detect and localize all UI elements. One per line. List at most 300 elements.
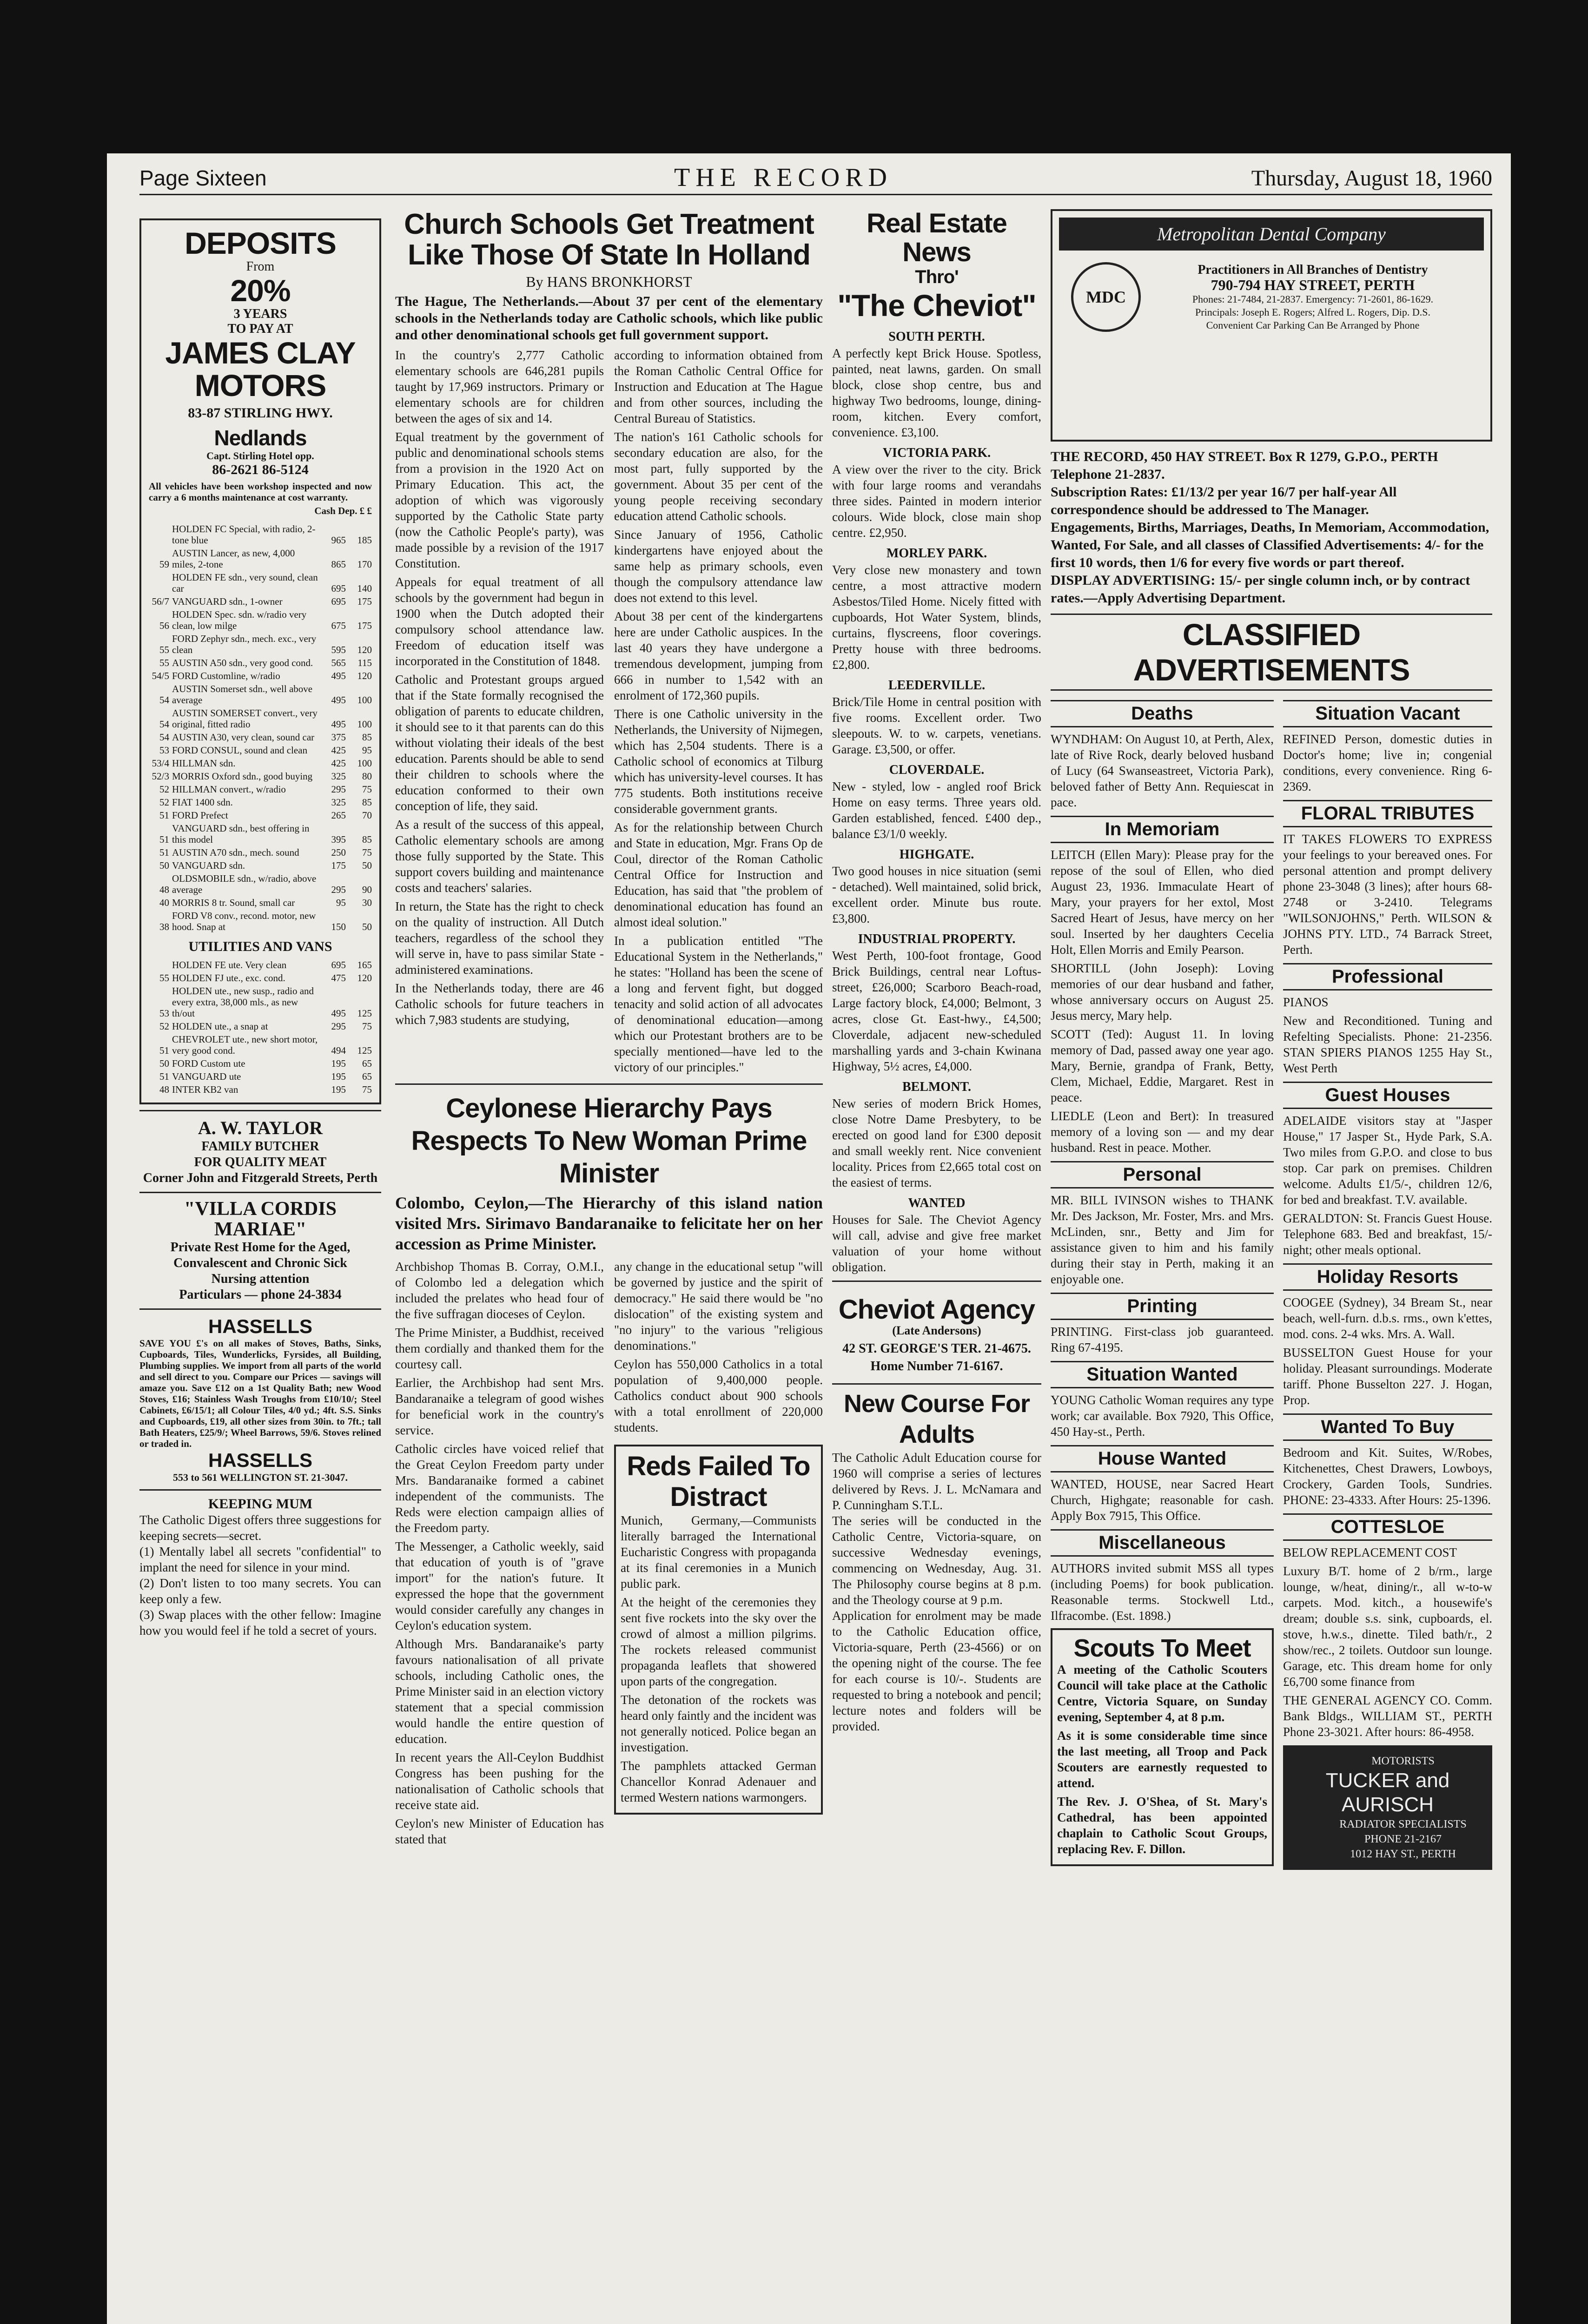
- scouts-headline: Scouts To Meet: [1073, 1634, 1251, 1662]
- dealer-suburb: Nedlands: [214, 426, 307, 450]
- vehicle-price: 494: [331, 1045, 346, 1056]
- vehicle-desc: HOLDEN FC Special, with radio, 2-tone blue: [172, 523, 316, 546]
- vehicle-row: [149, 872, 372, 896]
- dental-line-2: 790-794 HAY STREET, PERTH: [1211, 277, 1415, 293]
- utes-table: [149, 958, 372, 1096]
- real-estate-listing: [832, 678, 1041, 757]
- classified-section-head: Printing: [1051, 1293, 1274, 1320]
- vehicle-deposit: 100: [357, 758, 372, 769]
- vehicle-row: [149, 896, 372, 909]
- vehicle-row: [149, 1033, 372, 1057]
- listing-title: HIGHGATE.: [899, 847, 974, 862]
- real-estate-listing: [832, 1196, 1041, 1275]
- vehicle-desc: FIAT 1400 sdn.: [172, 797, 233, 808]
- vehicle-price: 195: [331, 1058, 346, 1069]
- vehicle-row: [149, 1070, 372, 1083]
- vehicle-year: 52: [159, 1021, 169, 1032]
- vehicle-row: [149, 731, 372, 744]
- ceylon-headline: Ceylonese Hierarchy Pays Respects To New Woman Prime Minister: [411, 1093, 807, 1188]
- vehicle-deposit: 100: [357, 719, 372, 730]
- vehicle-row: [149, 971, 372, 984]
- vehicle-deposit: 185: [357, 535, 372, 546]
- holland-para: according to information obtained from the Roman Catholic Central Office for Instruction and Education at The Hague and from other sources, including the Central Bureau of Statistics.: [614, 348, 823, 425]
- vehicle-year: 51: [159, 834, 169, 845]
- dental-logo: Metropolitan Dental Company: [1059, 218, 1484, 251]
- holland-col-2: [614, 347, 823, 1078]
- vehicle-price: 675: [331, 620, 346, 631]
- vehicle-deposit: 50: [362, 921, 372, 932]
- record-info-subscription: Subscription Rates: £1/13/2 per year 16/7 per half-year All correspondence should be addressed to The Manager.: [1051, 484, 1397, 517]
- ceylon-para: Archbishop Thomas B. Corray, O.M.I., of Colombo led a delegation which included the prelates who head four of the five suffragan dioceses of Ceylon.: [395, 1260, 604, 1321]
- vehicle-year: 53/4: [152, 758, 169, 769]
- vehicle-deposit: 75: [362, 784, 372, 795]
- vehicle-desc: AUSTIN A70 sdn., mech. sound: [172, 847, 299, 858]
- listing-body: New - styled, low - angled roof Brick Home on easy terms. Three years old. Garden established, fenced. £400 dep., balance £3/1/0 weekly.: [832, 779, 1041, 841]
- scouts-para: A meeting of the Catholic Scouters Council will take place at the Catholic Centre, Victoria Square, on Sunday evening, September 4, at 8 p.m.: [1057, 1663, 1267, 1724]
- dealer-opp: Capt. Stirling Hotel opp.: [206, 450, 314, 462]
- classified-item: YOUNG Catholic Woman requires any type work; car available. Box 7920, This Office, 450 Hay-st., Perth.: [1051, 1393, 1274, 1439]
- vehicle-price: 695: [331, 583, 346, 594]
- page-number: Page Sixteen: [139, 166, 267, 190]
- holland-para: In return, the State has the right to check on the quality of instruction. All Dutch teachers, regardless of the school they will serve in, have to pass similar State - administered examinations.: [395, 899, 604, 977]
- vehicle-year: 52: [159, 784, 169, 795]
- vehicle-deposit: 65: [362, 1058, 372, 1069]
- classified-item: PRINTING. First-class job guaranteed. Ring 67-4195.: [1051, 1325, 1274, 1354]
- james-clay-motors-ad: [139, 218, 381, 1104]
- classified-item: BELOW REPLACEMENT COST: [1283, 1545, 1457, 1559]
- vehicle-year: 40: [159, 897, 169, 908]
- classified-item: New and Reconditioned. Tuning and Refelting Specialists. Phone: 21-2356. STAN SPIERS PIANOS 1255 Hay St., West Perth: [1283, 1014, 1492, 1075]
- agency-address: 42 ST. GEORGE'S TER. 21-4675.: [842, 1341, 1031, 1356]
- classified-item: ADELAIDE visitors stay at "Jasper House," 17 Jasper St., Hyde Park, S.A. Two miles from G.P.O. and close to bus stop. Car park on premises. Children welcome. Adults £1/5/-, children 12/6, for bed and breakfast. T.V. available.: [1283, 1114, 1492, 1207]
- vehicle-desc: CHEVROLET ute., new short motor, very good cond.: [172, 1034, 318, 1056]
- vehicle-desc: FORD V8 conv., recond. motor, new hood. Snap at: [172, 910, 316, 932]
- vehicle-year: 53: [159, 1008, 169, 1019]
- column-ads-left: [139, 209, 381, 1638]
- tucker-line-0: MOTORISTS: [1371, 1755, 1435, 1767]
- newspaper-page: [107, 153, 1511, 2324]
- ceylon-lead: Colombo, Ceylon,—The Hierarchy of this island nation visited Mrs. Sirimavo Bandaranaike to felicitate her on her accession as Prime Minister.: [395, 1194, 823, 1253]
- holland-byline: By HANS BRONKHORST: [526, 273, 692, 290]
- vehicle-row: [149, 706, 372, 731]
- vehicle-price: 695: [331, 959, 346, 971]
- keeping-mum-article: [139, 1496, 381, 1638]
- listing-title: VICTORIA PARK.: [882, 446, 991, 460]
- dealer-note: All vehicles have been workshop inspected and now carry a 6 months maintenance at cost warranty.: [149, 481, 372, 503]
- vehicle-price: 425: [331, 745, 346, 756]
- vehicle-desc: AUSTIN A30, very clean, sound car: [172, 732, 315, 743]
- classifieds-right: [1283, 694, 1492, 1870]
- classified-item: LIEDLE (Leon and Bert): In treasured memory of a loving son — and my dear husband. Rest in peace. Mother.: [1051, 1109, 1274, 1155]
- adult-course-article: [832, 1383, 1041, 1734]
- real-estate-listing: [832, 546, 1041, 673]
- holland-para: As a result of the success of this appeal, Catholic elementary schools are among those fully supported by the State. This support covers building and maintenance costs and teachers' salaries.: [395, 818, 604, 895]
- record-info-rates: Engagements, Births, Marriages, Deaths, In Memoriam, Accommodation, Wanted, For Sale, and all classes of Classified Advertisements: 4/- for the first 10 words, then 1/6 for every five words or part thereof.: [1051, 520, 1489, 570]
- vehicle-row: [149, 809, 372, 822]
- ceylon-para: Ceylon has 550,000 Catholics in a total population of 9,400,000 people. Catholics conduct about 900 schools with a total enrollment of 220,000 students.: [614, 1357, 823, 1434]
- reds-para: The pamphlets attacked German Chancellor Konrad Adenauer and termed Western nations warmongers.: [621, 1759, 816, 1804]
- vehicle-deposit: 115: [357, 657, 372, 668]
- vehicle-deposit: 140: [357, 583, 372, 594]
- listing-title: CLOVERDALE.: [889, 763, 985, 777]
- vehicle-deposit: 85: [362, 797, 372, 808]
- vehicle-deposit: 125: [357, 1008, 372, 1019]
- vehicle-year: 51: [159, 1071, 169, 1082]
- classified-item: LEITCH (Ellen Mary): Please pray for the repose of the soul of Ellen, who died August 23, 1936. Immaculate Heart of Mary, your prayers for her extol, Most Sacred Heart of Jesus, have mercy on her soul. Inserted by her daughters Cecelia Holt, Ellen Morris and Emily Pearson.: [1051, 848, 1274, 957]
- agency-name: Cheviot Agency: [838, 1294, 1035, 1325]
- vehicle-row: [149, 796, 372, 809]
- listing-body: New series of modern Brick Homes, close Notre Dame Presbytery, to be erected on good land for £300 deposit and small weekly rent. Nice convenient locality. Prices from £2,665 total cost on the easiest of terms.: [832, 1096, 1041, 1189]
- masthead: THE RECORD: [674, 163, 893, 192]
- vehicle-row: [149, 632, 372, 656]
- vehicle-deposit: 65: [362, 1071, 372, 1082]
- real-estate-listing: [832, 932, 1041, 1074]
- vehicle-year: 48: [159, 1084, 169, 1095]
- vehicle-desc: HOLDEN FJ ute., exc. cond.: [172, 972, 285, 984]
- holland-lead: The Hague, The Netherlands.—About 37 per cent of the elementary schools in the Netherlands today are Catholic schools, which like public and other denominational schools get full government support.: [395, 294, 823, 343]
- holland-article: [395, 209, 823, 1078]
- dealer-address: 83-87 STIRLING HWY.: [188, 405, 333, 421]
- tucker-name: TUCKER and AURISCH: [1325, 1769, 1450, 1816]
- real-estate-cheviot: "The Cheviot": [837, 288, 1036, 323]
- listing-title: BELMONT.: [902, 1080, 972, 1094]
- vehicle-deposit: 50: [362, 860, 372, 871]
- course-para: Application for enrolment may be made to the Catholic Education office, Victoria-square, Perth (23-4566) or on the opening night of the course. The fee for each course is 10/-. Students are requested to bring a notebook and pencil; lecture notes and folders will be provided.: [832, 1609, 1041, 1733]
- vehicle-price: 965: [331, 535, 346, 546]
- tucker-line-3: 1012 HAY ST., PERTH: [1350, 1848, 1456, 1860]
- vehicle-desc: OLDSMOBILE sdn., w/radio, above average: [172, 873, 317, 895]
- dental-emblem-icon: MDC: [1071, 262, 1141, 332]
- vehicle-desc: HILLMAN convert., w/radio: [172, 784, 286, 795]
- vehicle-deposit: 80: [362, 771, 372, 782]
- holland-para: Since January of 1956, Catholic kindergartens have enjoyed about the same help as primary schools, even though the compulsory attendance law does not extend to this level.: [614, 528, 823, 605]
- scouts-article: [1051, 1628, 1274, 1866]
- vehicle-price: 475: [331, 972, 346, 984]
- villa-line-1: Private Rest Home for the Aged, Convalescent and Chronic Sick: [170, 1240, 351, 1270]
- vehicle-row: [149, 571, 372, 595]
- dental-line-3: Phones: 21-7484, 21-2837. Emergency: 71-2601, 86-1629. Principals: Joseph E. Rogers; Alfred L. Rogers, Dip. D.S. Convenient Car Parking Can Be Arranged by Phone: [1192, 293, 1434, 331]
- vehicle-price: 495: [331, 719, 346, 730]
- classified-item: REFINED Person, domestic duties in Doctor's home; live in; congenial conditions, every convenience. Ring 6-2369.: [1283, 732, 1492, 793]
- ceylon-para: The Prime Minister, a Buddhist, received them cordially and thanked them for the courtesy call.: [395, 1326, 604, 1371]
- vehicle-price: 695: [331, 596, 346, 607]
- classified-item: IT TAKES FLOWERS TO EXPRESS your feelings to your bereaved ones. For personal attention and prompt delivery phone 23-3048 (3 lines); after hours 68-2748 or 3-2410. Telegrams "WILSONJOHNS," Perth. WILSON & JOHNS PTY. LTD., 74 Barrack Street, Perth.: [1283, 832, 1492, 957]
- vehicle-desc: FORD CONSUL, sound and clean: [172, 745, 308, 756]
- ceylon-col-1: [395, 1259, 604, 1850]
- holland-para: Catholic and Protestant groups argued that if the State formally recognised the obligation of parents to educate children, it should see to it that parents can do this without violating their ideals of the best education. Parents should be able to send their children to schools where the education conformed to their own conception of life, they said.: [395, 673, 604, 813]
- cars-table: [149, 522, 372, 933]
- vehicle-price: 250: [331, 847, 346, 858]
- holland-para: In the country's 2,777 Catholic elementary schools are 646,281 pupils taught by 17,969 instructors. Primary or elementary schools are for children between the ages of six and 14.: [395, 348, 604, 425]
- hassells-address: 553 to 561 WELLINGTON ST. 21-3047.: [173, 1472, 348, 1483]
- taylor-name: A. W. TAYLOR: [198, 1117, 323, 1138]
- classified-section-head: FLORAL TRIBUTES: [1283, 800, 1492, 827]
- vehicle-desc: AUSTIN Somerset sdn., well above average: [172, 683, 313, 706]
- vehicle-deposit: 70: [362, 810, 372, 821]
- classified-item: PIANOS: [1283, 995, 1329, 1009]
- villa-line-2: Nursing attention: [211, 1272, 310, 1286]
- vehicle-desc: HOLDEN FE ute. Very clean: [172, 959, 287, 971]
- vehicle-year: 38: [159, 921, 169, 932]
- vehicle-price: 395: [331, 834, 346, 845]
- vehicle-deposit: 175: [357, 596, 372, 607]
- vehicle-year: 50: [159, 1058, 169, 1069]
- vehicle-year: 51: [159, 847, 169, 858]
- vehicle-year: 54/5: [152, 670, 169, 681]
- vehicle-year: [149, 522, 172, 547]
- classified-item: GERALDTON: St. Francis Guest House. Telephone 683. Bed and breakfast, 15/- night; other meals optional.: [1283, 1211, 1492, 1257]
- holland-headline: Church Schools Get Treatment Like Those Of State In Holland: [404, 208, 814, 271]
- holland-col-1: [395, 347, 604, 1078]
- course-para: The Catholic Adult Education course for 1960 will comprise a series of lectures delivered by Revs. J. L. McNamara and P. Cunningham S.T.L.: [832, 1451, 1041, 1512]
- deposits-title: DEPOSITS: [185, 226, 336, 260]
- vehicle-row: [149, 1083, 372, 1096]
- classified-section-head: Situation Wanted: [1051, 1361, 1274, 1388]
- deposits-rate: 20%: [230, 273, 291, 308]
- vehicle-deposit: 75: [362, 847, 372, 858]
- vehicle-desc: HOLDEN ute., new susp., radio and every extra, 38,000 mls., as new th/out: [172, 985, 314, 1019]
- vehicle-price: 495: [331, 1008, 346, 1019]
- deposits-from: From: [246, 259, 275, 274]
- classified-item: MR. BILL IVINSON wishes to THANK Mr. Des Jackson, Mr. Foster, Mrs. and Mrs. McLinden, snr., Betty and Jim for assistance given to him and his family during their stay in Perth, making it an enjoyable one.: [1051, 1193, 1274, 1286]
- classified-section-head: Deaths: [1051, 700, 1274, 727]
- vehicle-row: [149, 822, 372, 846]
- vehicle-deposit: 95: [362, 745, 372, 756]
- vehicle-desc: FORD Prefect: [172, 810, 228, 821]
- classified-item: Bedroom and Kit. Suites, W/Robes, Kitchenettes, Chest Drawers, Lowboys, Crockery, Garden Tools, Sundries. PHONE: 23-4333. After Hours: 25-1396.: [1283, 1446, 1492, 1507]
- vehicle-desc: VANGUARD sdn., best offering in this model: [172, 823, 310, 845]
- vehicle-year: 55: [159, 972, 169, 984]
- classified-section-head: Holiday Resorts: [1283, 1263, 1492, 1291]
- vehicle-row: [149, 846, 372, 859]
- vehicle-row: [149, 783, 372, 796]
- vehicle-year: 56/7: [152, 596, 169, 607]
- classified-item: SCOTT (Ted): August 11. In loving memory of Dad, passed away one year ago. Mary, Bernie, grandpa of Frank, Betty, Clem, Michael, Eddie, Margaret. Rest in peace.: [1051, 1027, 1274, 1104]
- course-headline: New Course For Adults: [843, 1390, 1030, 1448]
- listing-body: West Perth, 100-foot frontage, Good Brick Buildings, central near Loftus-street, £26,000; Scarboro Beach-road, Large factory block, £4,000; Belmont, 3 acres, close Gt. East-hwy., £4,500; Cloverdale, adjacent new-scheduled marshalling yards and 3-chain Kwinana Highway, 5½ acres, £4,000.: [832, 949, 1041, 1073]
- issue-date: Thursday, August 18, 1960: [1251, 166, 1492, 191]
- holland-para: Equal treatment by the government of public and denominational schools stems from a provision in the 1920 Act on Primary Education. This act, the adoption of which was vigorously supported by the Catholic State party (now the Catholic People's party), was made possible by a revision of the 1917 Constitution.: [395, 430, 604, 570]
- listing-body: Very close new monastery and town centre, a most attractive modern Asbestos/Tiled Home. Nicely fitted with cupboards, Hot Water System, blinds, curtains, flyscreens, floor coverings. Pretty house with three bedrooms. £2,800.: [832, 563, 1041, 672]
- real-estate-listing: [832, 330, 1041, 440]
- classified-item: WYNDHAM: On August 10, at Perth, Alex, late of Rive Rock, dearly beloved husband of Lucy (64 Swanseastreet, Victoria Park), beloved father of Betty Ann. Requiescat in pace.: [1051, 732, 1274, 809]
- vehicle-desc: AUSTIN A50 sdn., very good cond.: [172, 657, 313, 668]
- vehicle-row: [149, 744, 372, 757]
- reds-headline: Reds Failed To Distract: [627, 1451, 810, 1512]
- holland-para: About 38 per cent of the kindergartens here are under Catholic auspices. In the last 40 years they have undergone a tremendous development, jumping from 666 in number to 1,542 with an enrolment of 172,360 pupils.: [614, 609, 823, 702]
- taylor-line-2: FOR QUALITY MEAT: [194, 1155, 327, 1169]
- villa-cordis-ad: [139, 1199, 381, 1303]
- vehicle-price: 595: [331, 644, 346, 655]
- holland-para: The nation's 161 Catholic schools for secondary education are also, for the most part, fully supported by the government. About 35 per cent of the young people receiving secondary education attend Catholic schools.: [614, 430, 823, 523]
- real-estate-listing: [832, 763, 1041, 842]
- classified-section-head: Miscellaneous: [1051, 1529, 1274, 1557]
- vehicle-desc: FORD Customline, w/radio: [172, 670, 280, 681]
- reds-para: Munich, Germany,—Communists literally barraged the International Eucharistic Congress with propaganda at its final ceremonies in a Munich public park.: [621, 1513, 816, 1591]
- real-estate-thro: Thro': [915, 267, 959, 287]
- vehicle-deposit: 90: [362, 884, 372, 895]
- tucker-line-2: PHONE 21-2167: [1364, 1833, 1442, 1845]
- ceylon-para: Ceylon's new Minister of Education has stated that: [395, 1816, 604, 1846]
- vehicle-year: 51: [159, 1045, 169, 1056]
- vehicle-desc: AUSTIN SOMERSET convert., very original, fitted radio: [172, 707, 318, 730]
- classified-item: WANTED, HOUSE, near Sacred Heart Church, Highgate; reasonable for cash. Apply Box 7915, This Office.: [1051, 1477, 1274, 1523]
- classified-section-head: COTTESLOE: [1283, 1513, 1492, 1541]
- record-info-address: THE RECORD, 450 HAY STREET. Box R 1279, G.P.O., PERTH Telephone 21-2837.: [1051, 449, 1438, 482]
- vehicle-deposit: 85: [362, 834, 372, 845]
- ceylon-para: Although Mrs. Bandaranaike's party favours nationalisation of all private schools, including Catholic ones, the Prime Minister said in an election victory statement that a special commission would handle the entire question of education.: [395, 1637, 604, 1746]
- vehicle-deposit: 170: [357, 559, 372, 570]
- ceylon-para: The Messenger, a Catholic weekly, said that education of youth is of "grave import" for the nation's future. It expressed the hope that the government would consider carefully any changes in Ceylon's education system.: [395, 1539, 604, 1632]
- dental-line-1: Practitioners in All Branches of Dentistry: [1198, 263, 1428, 277]
- real-estate-headline: Real Estate News: [867, 208, 1007, 267]
- dealer-phones: 86-2621 86-5124: [212, 462, 309, 477]
- vehicle-deposit: 120: [357, 644, 372, 655]
- vehicle-year: 54: [159, 719, 169, 730]
- column-articles: [395, 209, 823, 1850]
- vehicle-price: 425: [331, 758, 346, 769]
- ceylon-para: Catholic circles have voiced relief that the Great Ceylon Freedom party under Mrs. Bandaranaike formed a cabinet independent of the communists. The Reds were election campaign allies of the Freedom party.: [395, 1442, 604, 1535]
- listing-title: INDUSTRIAL PROPERTY.: [858, 932, 1016, 946]
- vehicle-row: [149, 522, 372, 547]
- vehicle-deposit: 75: [362, 1084, 372, 1095]
- holland-para: In a publication entitled "The Educational System in the Netherlands," he states: "Holland has been the scene of a long and fervent fight, but dogged tenacity and solid action of all advocates of denominational education—among which our Protestant brothers are to be specially mentioned—have led to the victory of our principles.": [614, 934, 823, 1074]
- vehicle-price: 295: [331, 784, 346, 795]
- vehicle-desc: HOLDEN Spec. sdn. w/radio very clean, low milge: [172, 609, 307, 631]
- dental-info: [1173, 262, 1452, 332]
- vehicle-row: [149, 656, 372, 669]
- tucker-aurisch-ad: [1283, 1745, 1492, 1870]
- agency-sub: (Late Andersons): [892, 1324, 981, 1337]
- vehicle-desc: VANGUARD sdn., 1-owner: [172, 596, 283, 607]
- classifieds-left: [1051, 694, 1274, 1870]
- vehicle-year: 48: [159, 884, 169, 895]
- ceylon-col-2: [614, 1259, 823, 1850]
- vehicle-price: 195: [331, 1071, 346, 1082]
- vehicle-price: 325: [331, 771, 346, 782]
- hassells-name-2: HASSELLS: [208, 1449, 313, 1471]
- keeping-mum-para: (2) Don't listen to too many secrets. You can keep only a few.: [139, 1576, 381, 1606]
- vehicle-desc: AUSTIN Lancer, as new, 4,000 miles, 2-tone: [172, 548, 295, 570]
- classified-section-head: House Wanted: [1051, 1445, 1274, 1472]
- vehicle-year: 54: [159, 694, 169, 706]
- vehicle-price: 295: [331, 884, 346, 895]
- vehicle-desc: HILLMAN sdn.: [172, 758, 236, 769]
- classified-section-head: In Memoriam: [1051, 816, 1274, 843]
- vehicle-year: 56: [159, 620, 169, 631]
- vehicle-year: [149, 571, 172, 595]
- listing-body: Brick/Tile Home in central position with five rooms. Excellent order. Two sleepouts. W. to w. carpets, venetians. Garage. £3,500, or offer.: [832, 695, 1041, 756]
- classified-item: THE GENERAL AGENCY CO. Comm. Bank Bldgs., WILLIAM ST., PERTH Phone 23-3021. After hours: 86-4958.: [1283, 1693, 1492, 1739]
- vehicle-year: 59: [159, 559, 169, 570]
- listing-title: MORLEY PARK.: [886, 546, 987, 561]
- keeping-mum-para: (1) Mentally label all secrets "confidential" to implant the need for silence in your mind.: [139, 1545, 381, 1574]
- vehicle-row: [149, 547, 372, 571]
- vehicle-year: 55: [159, 644, 169, 655]
- hassells-ad: [139, 1315, 381, 1484]
- column-real-estate: [832, 209, 1041, 1734]
- classified-section-head: Personal: [1051, 1161, 1274, 1188]
- hassells-name: HASSELLS: [208, 1315, 313, 1337]
- villa-name: "VILLA CORDIS MARIAE": [184, 1198, 337, 1240]
- classified-section-head: Wanted To Buy: [1283, 1413, 1492, 1441]
- real-estate-listing: [832, 446, 1041, 541]
- vehicle-desc: HOLDEN ute., a snap at: [172, 1021, 268, 1032]
- vehicle-year: [149, 958, 172, 971]
- holland-para: Appeals for equal treatment of all schools by the government had begun in 1900 when the Dutch adopted their compulsory school attendance law. Freedom of education itself was incorporated in the Constitution of 1848.: [395, 575, 604, 668]
- classified-item: BUSSELTON Guest House for your holiday. Pleasant surroundings. Moderate tariff. Phone Busselton 227. J. Hogan, Prop.: [1283, 1346, 1492, 1407]
- classified-section-head: Situation Vacant: [1283, 700, 1492, 727]
- vehicle-price: 265: [331, 810, 346, 821]
- classified-item: SHORTILL (John Joseph): Loving memories of our dear husband and father, whose anniversary occurs on August 25. Jesus mercy, Mary help.: [1051, 961, 1274, 1023]
- vehicle-price: 375: [331, 732, 346, 743]
- dental-company-ad: [1051, 209, 1492, 442]
- classified-item: COOGEE (Sydney), 34 Bream St., near beach, well-furn. d.b.s. rms., own k'ettes, mod. cons. 2-4 wks. Mrs. A. Wall.: [1283, 1295, 1492, 1341]
- vehicle-deposit: 30: [362, 897, 372, 908]
- listing-title: WANTED: [908, 1196, 966, 1210]
- holland-para: There is one Catholic university in the Netherlands, the University of Nijmegen, which has 2,504 students. There is a Catholic school of economics at Tilburg which has university-level courses. It has 775 students. Both institutions receive considerable government grants.: [614, 707, 823, 816]
- listing-body: Houses for Sale. The Cheviot Agency will call, advise and give free market valuation of your home without obligation.: [832, 1213, 1041, 1274]
- taylor-butcher-ad: [139, 1117, 381, 1186]
- classified-section-head: Guest Houses: [1283, 1082, 1492, 1109]
- vehicle-desc: MORRIS 8 tr. Sound, small car: [172, 897, 295, 908]
- reds-article: [614, 1445, 823, 1815]
- keeping-mum-para: (3) Swap places with the other fellow: Imagine how you would feel if he told a secret of yours.: [139, 1608, 381, 1637]
- vehicle-deposit: 120: [357, 972, 372, 984]
- listing-body: A view over the river to the city. Brick with four large rooms and verandahs three sides. Painted in modern interior colours. Wide block, close main shop centre. £2,950.: [832, 462, 1041, 540]
- dealer-name: JAMES CLAY MOTORS: [165, 336, 356, 403]
- classified-title: CLASSIFIED ADVERTISEMENTS: [1051, 614, 1492, 691]
- vehicle-price: 495: [331, 694, 346, 706]
- vehicle-row: [149, 1057, 372, 1070]
- vehicle-row: [149, 595, 372, 608]
- vehicle-deposit: 165: [357, 959, 372, 971]
- vehicle-desc: VANGUARD ute: [172, 1071, 241, 1082]
- real-estate-listings: [832, 330, 1041, 1275]
- reds-para: At the height of the ceremonies they sent five rockets into the sky over the crowd of almost a million pilgrims. The rockets released communist propaganda leaflets that showered upon parts of the congregation.: [621, 1595, 816, 1688]
- reds-para: The detonation of the rockets was heard only faintly and the incident was not generally noticed. Police began an investigation.: [621, 1693, 816, 1754]
- vehicle-year: 53: [159, 745, 169, 756]
- vehicle-row: [149, 669, 372, 682]
- vehicle-price: 325: [331, 797, 346, 808]
- keeping-mum-para: The Catholic Digest offers three suggestions for keeping secrets—secret.: [139, 1513, 381, 1543]
- price-column-head: Cash Dep. £ £: [314, 505, 372, 516]
- hassells-body: SAVE YOU £'s on all makes of Stoves, Baths, Sinks, Cupboards, Tiles, Wunderlicks, Fyrsides, all Building, Plumbing supplies. We import from all parts of the world and sell direct to you. Compare our Prices — savings will amaze you. Save £12 on a 1st Quality Bath; new Wood Stoves, £16; Stainless Wash Troughs from £10/10/; Steel Cabinets, £6/15/1; all Colour Tiles, 4/0 yd.; 4ft. S.S. Sinks and Cupboards, £19, all other sizes from 30in. to 7ft.; tall Bath Heaters, £25/9/; Wheel Barrows, 59/6. Stoves relined or traded in.: [139, 1338, 381, 1449]
- vehicle-desc: FORD Zephyr sdn., mech. exc., very clean: [172, 633, 317, 655]
- vehicle-deposit: 100: [357, 694, 372, 706]
- vehicle-row: [149, 984, 372, 1020]
- vehicle-price: 565: [331, 657, 346, 668]
- vehicle-deposit: 85: [362, 732, 372, 743]
- scouts-para: The Rev. J. O'Shea, of St. Mary's Cathedral, has been appointed chaplain to Catholic Scout Groups, replacing Rev. F. Dillon.: [1057, 1795, 1267, 1856]
- ceylon-article: [395, 1092, 823, 1850]
- vehicle-desc: MORRIS Oxford sdn., good buying: [172, 771, 313, 782]
- vehicle-row: [149, 770, 372, 783]
- ceylon-para: Earlier, the Archbishop had sent Mrs. Bandaranaike a telegram of good wishes for beneficial work in the country's service.: [395, 1376, 604, 1437]
- vehicle-price: 495: [331, 670, 346, 681]
- ceylon-para: any change in the educational setup "will be governed by justice and the spirit of democracy." He said there would be "no dislocation" of the existing system and "no injury" to the various "religious denominations.": [614, 1260, 823, 1353]
- real-estate-listing: [832, 847, 1041, 926]
- villa-line-3: Particulars — phone 24-3834: [179, 1287, 342, 1302]
- classified-item: AUTHORS invited submit MSS all types (including Poems) for book publication. Reasonable terms. Stockwell Ltd., Ilfracombe. (Est. 1898.): [1051, 1561, 1274, 1623]
- vehicle-desc: INTER KB2 van: [172, 1084, 238, 1095]
- vehicle-row: [149, 859, 372, 872]
- vehicle-desc: FORD Custom ute: [172, 1058, 245, 1069]
- vehicle-year: 52: [159, 797, 169, 808]
- vehicle-deposit: 75: [362, 1021, 372, 1032]
- taylor-line-1: FAMILY BUTCHER: [201, 1139, 319, 1154]
- ceylon-para: In recent years the All-Ceylon Buddhist Congress has been pushing for the nationalisation of Catholic schools that receive state aid.: [395, 1750, 604, 1812]
